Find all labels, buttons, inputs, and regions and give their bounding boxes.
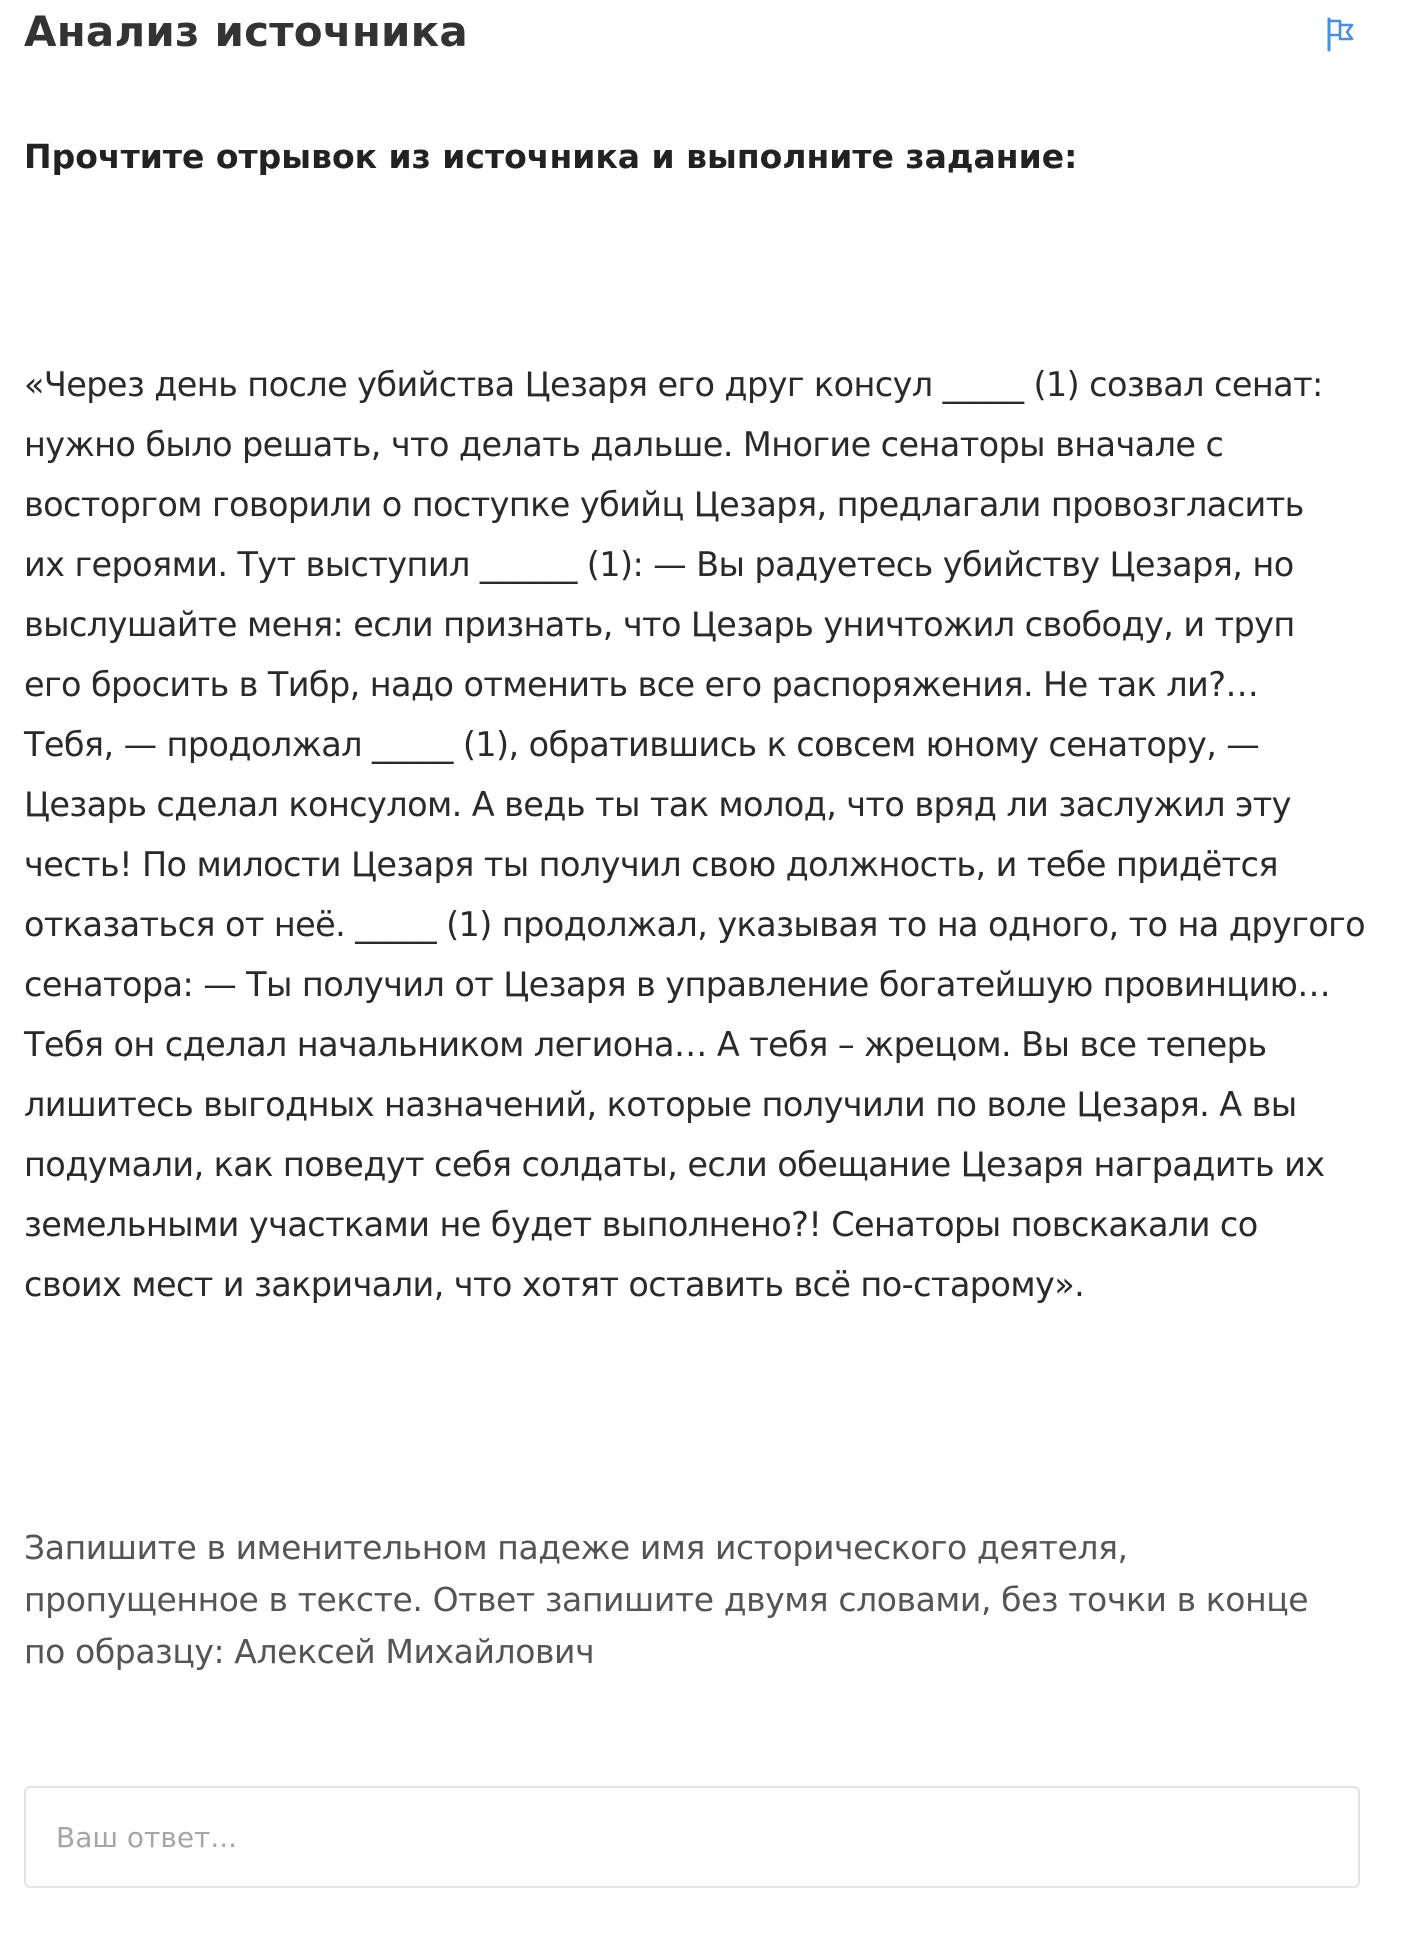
page-title: Анализ источника	[24, 7, 468, 56]
passage-line: восторгом говорили о поступке убийц Цезаря, предлагали провозгласить	[24, 485, 1304, 524]
source-passage	[24, 355, 1384, 1315]
passage-line: честь! По милости Цезаря ты получил свою должность, и тебе придётся	[24, 845, 1278, 884]
passage-line: нужно было решать, что делать дальше. Многие сенаторы вначале с	[24, 425, 1224, 464]
report-flag-button[interactable]	[1320, 14, 1360, 54]
passage-line: земельными участками не будет выполнено?! Сенаторы повскакали со	[24, 1205, 1258, 1244]
passage-line: выслушайте меня: если признать, что Цезарь уничтожил свободу, и труп	[24, 605, 1295, 644]
passage-line: отказаться от неё. _____ (1) продолжал, указывая то на одного, то на другого	[24, 905, 1366, 944]
passage-line: «Через день после убийства Цезаря его друг консул _____ (1) созвал сенат:	[24, 365, 1323, 404]
passage-line: их героями. Тут выступил ______ (1): — Вы радуетесь убийству Цезаря, но	[24, 545, 1294, 584]
task-line: Запишите в именительном падеже имя исторического деятеля,	[24, 1528, 1128, 1567]
answer-field-container	[24, 1786, 1360, 1888]
passage-line: сенатора: — Ты получил от Цезаря в управление богатейшую провинцию…	[24, 965, 1331, 1004]
passage-line: лишитесь выгодных назначений, которые получили по воле Цезаря. А вы	[24, 1085, 1297, 1124]
answer-input[interactable]	[56, 1788, 1326, 1886]
task-line: пропущенное в тексте. Ответ запишите двумя словами, без точки в конце	[24, 1580, 1309, 1619]
instruction-heading: Прочтите отрывок из источника и выполните задание:	[24, 137, 1078, 176]
task-line: по образцу: Алексей Михайлович	[24, 1632, 595, 1671]
passage-line: его бросить в Тибр, надо отменить все его распоряжения. Не так ли?…	[24, 665, 1259, 704]
passage-line: Тебя он сделал начальником легиона… А тебя – жрецом. Вы все теперь	[24, 1025, 1267, 1064]
passage-line: Цезарь сделал консулом. А ведь ты так молод, что вряд ли заслужил эту	[24, 785, 1291, 824]
header	[24, 4, 1374, 64]
passage-line: своих мест и закричали, что хотят оставить всё по-старому».	[24, 1265, 1085, 1304]
flag-icon	[1320, 14, 1360, 54]
task-description	[24, 1522, 1384, 1678]
passage-line: подумали, как поведут себя солдаты, если обещание Цезаря наградить их	[24, 1145, 1325, 1184]
passage-line: Тебя, — продолжал _____ (1), обратившись к совсем юному сенатору, —	[24, 725, 1260, 764]
